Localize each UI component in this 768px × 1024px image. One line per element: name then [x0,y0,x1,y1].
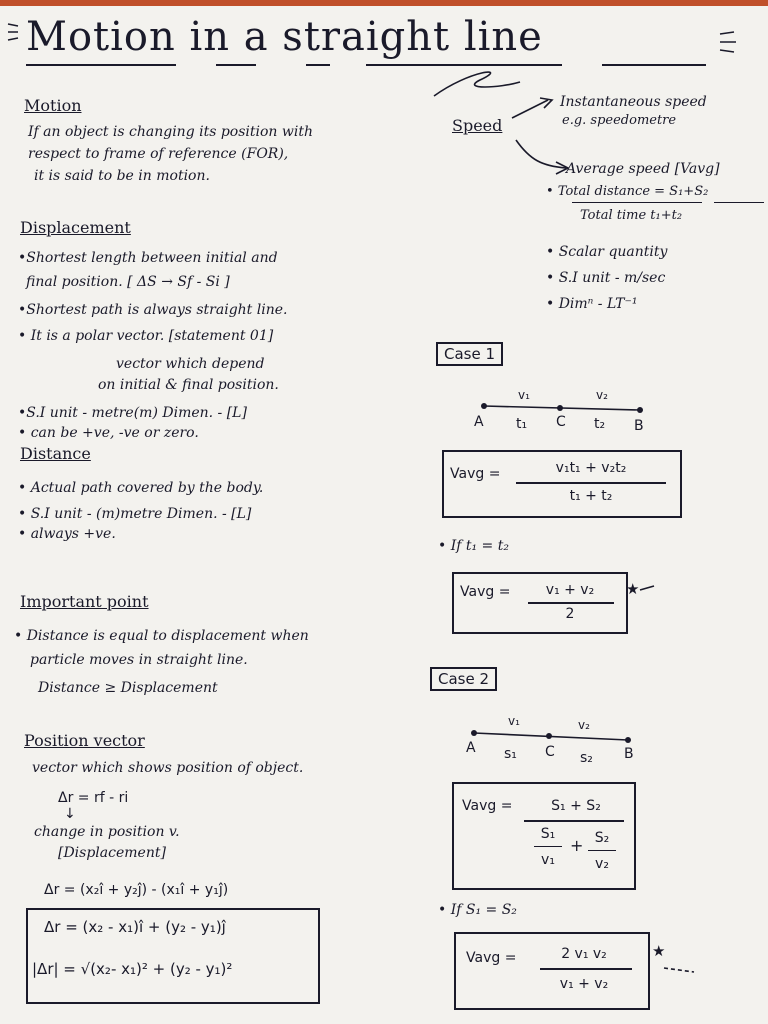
case1-denominator-2: 2 [565,606,575,622]
case1-v1: v₁ [518,388,530,402]
case2-v2: v₂ [578,718,590,732]
case1-numerator: v₁t₁ + v₂t₂ [555,460,627,476]
speed-example: e.g. speedometre [562,113,677,128]
case2-den-b-den: v₂ [595,856,609,872]
position-vector-arrow: ↓ [64,806,76,822]
case2-point-a: A [466,740,476,756]
case2-denominator-2: v₁ + v₂ [559,976,609,992]
case2-s2: s₂ [580,750,593,766]
motion-line-2: respect to frame of reference (FOR), [28,146,289,162]
displacement-line-6: on initial & final position. [98,377,279,393]
page-title: Motion in a straight line [26,14,543,60]
motion-line-3: it is said to be in motion. [34,168,210,184]
case1-v2: v₂ [596,388,608,402]
speed-avg-formula: • Total distance = S₁+S₂ [546,184,709,199]
displacement-heading: Displacement [20,218,131,237]
case2-den-a-num: S₁ [540,826,556,842]
case1-dot-a [481,403,487,409]
speed-instantaneous: Instantaneous speed [560,94,707,110]
case2-v1: v₁ [508,714,520,728]
position-vector-heading: Position vector [24,731,145,750]
displacement-line-7: •S.I unit - metre(m) Dimen. - [L] [18,405,247,421]
case2-star-dash [664,968,694,972]
displacement-line-3: •Shortest path is always straight line. [18,302,288,318]
case1-dot-c [557,405,563,411]
position-vector-line-5: Δr = (x₂î + y₂ĵ) - (x₁î + y₁ĵ) [44,882,229,898]
case1-t1: t₁ [516,416,528,432]
important-line-2: particle moves in straight line. [30,652,248,668]
displacement-line-8: • can be +ve, -ve or zero. [18,425,199,441]
case1-star-icon: ★ [626,580,640,598]
case1-dot-b [637,407,643,413]
important-line-1: • Distance is equal to displacement when [14,628,309,644]
distance-line-3: • always +ve. [18,526,116,542]
case2-point-c: C [545,744,555,760]
case1-t2: t₂ [594,416,606,432]
case1-star-dash [640,586,654,590]
position-vector-line-4: [Displacement] [58,845,166,861]
case1-denominator: t₁ + t₂ [569,488,613,504]
case2-vavg-2: Vavg = [466,950,517,966]
case2-dot-c [546,733,552,739]
position-vector-box-line-1: Δr = (x₂ - x₁)î + (y₂ - y₁)ĵ [44,918,226,936]
case2-numerator-2: 2 v₁ v₂ [561,946,607,962]
displacement-line-2: final position. [ ΔS → Sf - Si ] [26,274,230,290]
case2-vavg: Vavg = [462,798,513,814]
speed-point-1: • Scalar quantity [546,244,668,260]
distance-line-2: • S.I unit - (m)metre Dimen. - [L] [18,506,252,522]
case1-numerator-2: v₁ + v₂ [545,582,595,598]
speed-point-2: • S.I unit - m/sec [546,270,666,286]
case2-s1: s₁ [504,746,517,762]
motion-line-1: If an object is changing its position with [28,124,314,140]
motion-heading: Motion [24,96,82,115]
position-vector-line-2: Δr = rf - ri [58,790,129,806]
speed-label: Speed [452,116,503,135]
distance-heading: Distance [20,444,91,463]
position-vector-line-1: vector which shows position of object. [32,760,304,776]
speed-arrow-up-line [512,100,548,118]
case2-dot-b [625,737,631,743]
title-left-marks [8,24,18,40]
case2-point-b: B [624,746,634,762]
case1-point-b: B [634,418,644,434]
title-right-marks [720,32,736,52]
important-heading: Important point [20,592,149,611]
case1-vavg: Vavg = [450,466,501,482]
case1-point-c: C [556,414,566,430]
displacement-line-5: vector which depend [116,356,265,372]
squiggle-mark [434,72,520,96]
case2-star-icon: ★ [652,942,666,960]
speed-average: Average speed [Vavg] [566,161,720,177]
position-vector-line-3: change in position v. [34,824,180,840]
case1-point-a: A [474,414,484,430]
case2-plus: + [570,836,584,855]
displacement-line-1: •Shortest length between initial and [18,250,278,266]
case1-label: Case 1 [436,342,503,366]
case2-den-b-num: S₂ [594,830,610,846]
case2-dot-a [471,730,477,736]
case2-label: Case 2 [430,667,497,691]
case2-condition: • If S₁ = S₂ [438,902,517,918]
position-vector-box-line-2: |Δr| = √(x₂- x₁)² + (y₂ - y₁)² [32,960,233,978]
case1-condition: • If t₁ = t₂ [438,538,509,554]
distance-line-1: • Actual path covered by the body. [18,480,264,496]
important-line-3: Distance ≥ Displacement [38,680,218,696]
case2-den-a-den: v₁ [541,852,555,868]
case2-numerator: S₁ + S₂ [551,798,601,814]
speed-point-3: • Dimⁿ - LT⁻¹ [546,296,638,312]
case1-vavg-2: Vavg = [460,584,511,600]
displacement-line-4: • It is a polar vector. [statement 01] [18,328,274,344]
speed-avg-formula-2: Total time t₁+t₂ [580,208,683,223]
